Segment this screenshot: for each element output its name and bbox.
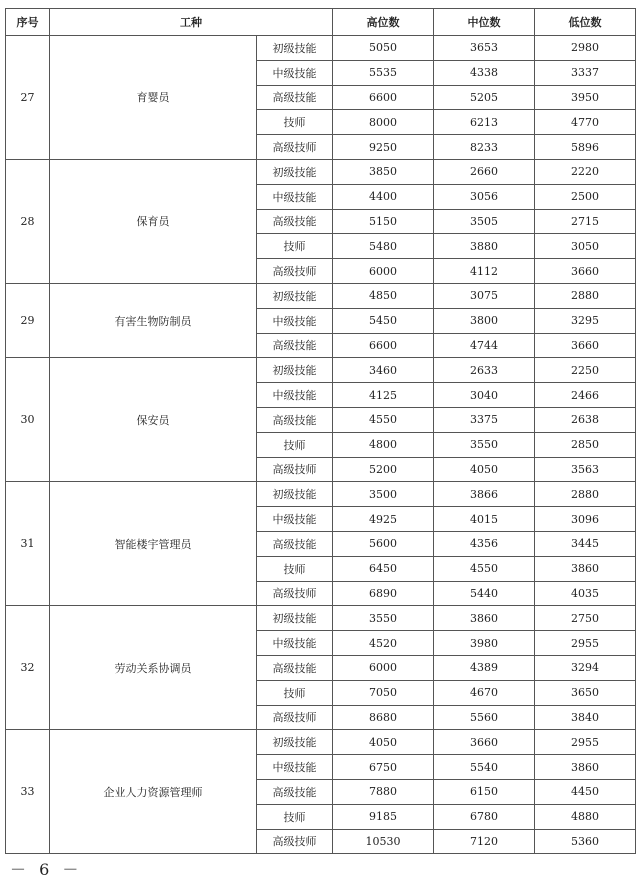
mid-cell: 4356 bbox=[434, 531, 535, 556]
mid-cell: 4112 bbox=[434, 259, 535, 284]
high-cell: 5480 bbox=[333, 234, 434, 259]
low-cell: 2880 bbox=[535, 482, 636, 507]
high-cell: 9185 bbox=[333, 804, 434, 829]
mid-cell: 4744 bbox=[434, 333, 535, 358]
high-cell: 4850 bbox=[333, 283, 434, 308]
mid-cell: 6213 bbox=[434, 110, 535, 135]
low-cell: 3660 bbox=[535, 259, 636, 284]
high-cell: 6890 bbox=[333, 581, 434, 606]
level-cell: 技师 bbox=[257, 110, 333, 135]
low-cell: 2850 bbox=[535, 432, 636, 457]
mid-cell: 5440 bbox=[434, 581, 535, 606]
level-cell: 初级技能 bbox=[257, 606, 333, 631]
level-cell: 技师 bbox=[257, 432, 333, 457]
level-cell: 技师 bbox=[257, 234, 333, 259]
level-cell: 高级技师 bbox=[257, 259, 333, 284]
mid-cell: 3375 bbox=[434, 407, 535, 432]
job-cell: 育婴员 bbox=[50, 36, 257, 160]
high-cell: 3460 bbox=[333, 358, 434, 383]
low-cell: 4035 bbox=[535, 581, 636, 606]
mid-cell: 3040 bbox=[434, 383, 535, 408]
mid-cell: 2660 bbox=[434, 159, 535, 184]
high-cell: 4400 bbox=[333, 184, 434, 209]
high-cell: 5600 bbox=[333, 531, 434, 556]
mid-cell: 3550 bbox=[434, 432, 535, 457]
high-cell: 5450 bbox=[333, 308, 434, 333]
low-cell: 3860 bbox=[535, 755, 636, 780]
level-cell: 高级技能 bbox=[257, 333, 333, 358]
header-mid: 中位数 bbox=[434, 9, 535, 36]
mid-cell: 3866 bbox=[434, 482, 535, 507]
low-cell: 3445 bbox=[535, 531, 636, 556]
low-cell: 2715 bbox=[535, 209, 636, 234]
low-cell: 3096 bbox=[535, 507, 636, 532]
job-cell: 保育员 bbox=[50, 159, 257, 283]
high-cell: 6000 bbox=[333, 655, 434, 680]
mid-cell: 3880 bbox=[434, 234, 535, 259]
high-cell: 6600 bbox=[333, 85, 434, 110]
low-cell: 3295 bbox=[535, 308, 636, 333]
mid-cell: 4015 bbox=[434, 507, 535, 532]
high-cell: 6450 bbox=[333, 556, 434, 581]
level-cell: 中级技能 bbox=[257, 184, 333, 209]
table-row bbox=[6, 36, 636, 61]
low-cell: 3950 bbox=[535, 85, 636, 110]
mid-cell: 8233 bbox=[434, 135, 535, 160]
high-cell: 5050 bbox=[333, 36, 434, 61]
mid-cell: 3056 bbox=[434, 184, 535, 209]
table-row bbox=[6, 482, 636, 507]
level-cell: 高级技师 bbox=[257, 705, 333, 730]
level-cell: 技师 bbox=[257, 556, 333, 581]
level-cell: 高级技能 bbox=[257, 209, 333, 234]
level-cell: 高级技能 bbox=[257, 655, 333, 680]
mid-cell: 3505 bbox=[434, 209, 535, 234]
header-job: 工种 bbox=[50, 9, 333, 36]
high-cell: 6000 bbox=[333, 259, 434, 284]
high-cell: 4800 bbox=[333, 432, 434, 457]
table-body bbox=[6, 36, 636, 854]
mid-cell: 4550 bbox=[434, 556, 535, 581]
wage-table bbox=[5, 8, 636, 854]
level-cell: 技师 bbox=[257, 680, 333, 705]
low-cell: 2955 bbox=[535, 730, 636, 755]
mid-cell: 6150 bbox=[434, 779, 535, 804]
table-row bbox=[6, 358, 636, 383]
page-number: － 6 － bbox=[10, 860, 83, 879]
mid-cell: 4670 bbox=[434, 680, 535, 705]
level-cell: 高级技能 bbox=[257, 531, 333, 556]
low-cell: 2500 bbox=[535, 184, 636, 209]
high-cell: 5535 bbox=[333, 60, 434, 85]
level-cell: 中级技能 bbox=[257, 755, 333, 780]
level-cell: 技师 bbox=[257, 804, 333, 829]
low-cell: 2250 bbox=[535, 358, 636, 383]
high-cell: 8680 bbox=[333, 705, 434, 730]
high-cell: 5200 bbox=[333, 457, 434, 482]
mid-cell: 3980 bbox=[434, 631, 535, 656]
header-high: 高位数 bbox=[333, 9, 434, 36]
level-cell: 初级技能 bbox=[257, 730, 333, 755]
mid-cell: 4338 bbox=[434, 60, 535, 85]
high-cell: 4050 bbox=[333, 730, 434, 755]
mid-cell: 6780 bbox=[434, 804, 535, 829]
high-cell: 3850 bbox=[333, 159, 434, 184]
high-cell: 9250 bbox=[333, 135, 434, 160]
table-row bbox=[6, 283, 636, 308]
job-cell: 企业人力资源管理师 bbox=[50, 730, 257, 854]
low-cell: 3294 bbox=[535, 655, 636, 680]
high-cell: 6600 bbox=[333, 333, 434, 358]
high-cell: 4520 bbox=[333, 631, 434, 656]
mid-cell: 5560 bbox=[434, 705, 535, 730]
low-cell: 5896 bbox=[535, 135, 636, 160]
level-cell: 高级技师 bbox=[257, 135, 333, 160]
high-cell: 4550 bbox=[333, 407, 434, 432]
high-cell: 10530 bbox=[333, 829, 434, 854]
header-low: 低位数 bbox=[535, 9, 636, 36]
low-cell: 2638 bbox=[535, 407, 636, 432]
mid-cell: 7120 bbox=[434, 829, 535, 854]
mid-cell: 5205 bbox=[434, 85, 535, 110]
job-cell: 智能楼宇管理员 bbox=[50, 482, 257, 606]
level-cell: 高级技能 bbox=[257, 779, 333, 804]
low-cell: 2955 bbox=[535, 631, 636, 656]
level-cell: 中级技能 bbox=[257, 507, 333, 532]
low-cell: 4450 bbox=[535, 779, 636, 804]
high-cell: 4125 bbox=[333, 383, 434, 408]
low-cell: 3050 bbox=[535, 234, 636, 259]
job-cell: 劳动关系协调员 bbox=[50, 606, 257, 730]
high-cell: 5150 bbox=[333, 209, 434, 234]
table-row bbox=[6, 606, 636, 631]
mid-cell: 3800 bbox=[434, 308, 535, 333]
low-cell: 3660 bbox=[535, 333, 636, 358]
low-cell: 3840 bbox=[535, 705, 636, 730]
level-cell: 高级技师 bbox=[257, 581, 333, 606]
mid-cell: 2633 bbox=[434, 358, 535, 383]
seq-cell: 32 bbox=[6, 606, 50, 730]
high-cell: 7880 bbox=[333, 779, 434, 804]
mid-cell: 3860 bbox=[434, 606, 535, 631]
seq-cell: 29 bbox=[6, 283, 50, 357]
low-cell: 2980 bbox=[535, 36, 636, 61]
level-cell: 中级技能 bbox=[257, 631, 333, 656]
mid-cell: 3075 bbox=[434, 283, 535, 308]
table-row bbox=[6, 730, 636, 755]
table-header-row bbox=[6, 9, 636, 36]
level-cell: 高级技能 bbox=[257, 407, 333, 432]
mid-cell: 5540 bbox=[434, 755, 535, 780]
level-cell: 初级技能 bbox=[257, 159, 333, 184]
low-cell: 3650 bbox=[535, 680, 636, 705]
level-cell: 初级技能 bbox=[257, 36, 333, 61]
low-cell: 2750 bbox=[535, 606, 636, 631]
level-cell: 初级技能 bbox=[257, 283, 333, 308]
seq-cell: 30 bbox=[6, 358, 50, 482]
high-cell: 3550 bbox=[333, 606, 434, 631]
seq-cell: 33 bbox=[6, 730, 50, 854]
mid-cell: 3653 bbox=[434, 36, 535, 61]
level-cell: 中级技能 bbox=[257, 383, 333, 408]
level-cell: 高级技能 bbox=[257, 85, 333, 110]
high-cell: 7050 bbox=[333, 680, 434, 705]
seq-cell: 27 bbox=[6, 36, 50, 160]
low-cell: 3563 bbox=[535, 457, 636, 482]
high-cell: 4925 bbox=[333, 507, 434, 532]
job-cell: 保安员 bbox=[50, 358, 257, 482]
low-cell: 5360 bbox=[535, 829, 636, 854]
level-cell: 初级技能 bbox=[257, 358, 333, 383]
level-cell: 初级技能 bbox=[257, 482, 333, 507]
header-seq: 序号 bbox=[6, 9, 50, 36]
seq-cell: 31 bbox=[6, 482, 50, 606]
low-cell: 2220 bbox=[535, 159, 636, 184]
low-cell: 3860 bbox=[535, 556, 636, 581]
level-cell: 中级技能 bbox=[257, 60, 333, 85]
level-cell: 高级技师 bbox=[257, 829, 333, 854]
job-cell: 有害生物防制员 bbox=[50, 283, 257, 357]
low-cell: 2466 bbox=[535, 383, 636, 408]
mid-cell: 4389 bbox=[434, 655, 535, 680]
low-cell: 4880 bbox=[535, 804, 636, 829]
level-cell: 高级技师 bbox=[257, 457, 333, 482]
mid-cell: 3660 bbox=[434, 730, 535, 755]
seq-cell: 28 bbox=[6, 159, 50, 283]
high-cell: 8000 bbox=[333, 110, 434, 135]
low-cell: 3337 bbox=[535, 60, 636, 85]
mid-cell: 4050 bbox=[434, 457, 535, 482]
high-cell: 3500 bbox=[333, 482, 434, 507]
high-cell: 6750 bbox=[333, 755, 434, 780]
low-cell: 4770 bbox=[535, 110, 636, 135]
low-cell: 2880 bbox=[535, 283, 636, 308]
level-cell: 中级技能 bbox=[257, 308, 333, 333]
table-row bbox=[6, 159, 636, 184]
